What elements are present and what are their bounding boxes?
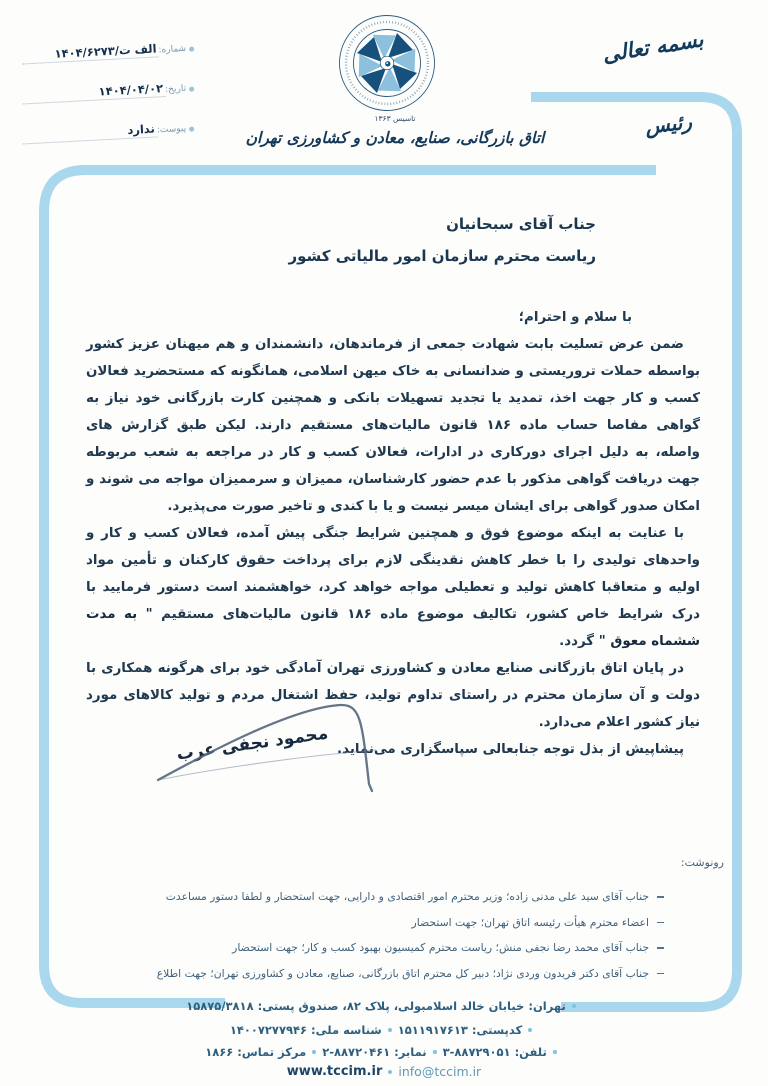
cc-list (157, 884, 664, 986)
bullet-dot-icon (312, 1050, 316, 1054)
bullet-dot-icon (433, 1050, 437, 1054)
deferral-quote: " به مدت ششماه معوق " (86, 607, 700, 649)
footer-call-center: مرکز تماس: ۱۸۶۶ (205, 1045, 307, 1059)
recipient-title: ریاست محترم سازمان امور مالیاتی کشور (288, 247, 596, 265)
cc-item (157, 935, 664, 961)
bullet-dot-icon (189, 126, 194, 131)
recipient-block (288, 208, 596, 272)
bullet-dot-icon (572, 1004, 576, 1008)
footer-web-line (0, 1064, 768, 1079)
cc-item-text: جناب آقای محمد رضا نجفی منش؛ ریاست محترم کمیسیون بهبود کسب و کار؛ جهت استحضار (232, 941, 649, 954)
footer-phone-line (0, 1045, 768, 1059)
handwritten-signature-icon (128, 688, 458, 813)
signature-block (128, 688, 458, 813)
bullet-dot-icon (388, 1028, 392, 1032)
dash-bullet-icon (657, 922, 664, 924)
attachment-field (22, 114, 195, 145)
cc-item-text: جناب آقای دکتر فریدون وردی نژاد؛ دبیر کل محترم اتاق بازرگانی، صنایع، معادن و کشاورزی تهران؛ جهت اطلاع (156, 966, 649, 980)
cc-item-text: جناب آقای سید علی مدنی زاده؛ وزیر محترم امور اقتصادی و دارایی، جهت استحضار و لطفا دستور مساعدت (165, 890, 649, 903)
besmeh-taala-calligraphy: بسمه تعالی (601, 26, 706, 67)
recipient-name: جناب آقای سبحانیان (446, 215, 596, 233)
date-label: تاریخ: (164, 83, 187, 96)
dash-bullet-icon (657, 947, 664, 949)
attachment-label: پیوست: (156, 123, 187, 136)
cc-item (157, 884, 664, 910)
footer-website: www.tccim.ir (286, 1064, 383, 1079)
chamber-name: اتاق بازرگانی، صنایع، معادن و کشاورزی تهران (245, 128, 545, 147)
ref-number-field (22, 34, 195, 65)
bullet-dot-icon (388, 1070, 392, 1074)
paragraph-4: پیشاپیش از بذل توجه جنابعالی سپاسگزاری می‌نماید. (337, 742, 684, 757)
footer-national-id: شناسه ملی: ۱۴۰۰۷۲۷۷۹۴۶ (229, 1023, 382, 1037)
footer-postal-line (0, 1023, 768, 1037)
date-value: ۱۴۰۴/۰۴/۰۲ (98, 81, 164, 99)
paragraph-1: ضمن عرض تسلیت بابت شهادت جمعی از فرماندهان، دانشمندان و هم میهنان عزیز کشور بواسطه حملات تروریستی و ضدانسانی به خاک میهن اسلامی، همانگونه که مستحضرید فعالان کسب و کار جهت اخذ، تمدید یا تجدید تسهیلات بانکی و همچنین کارت بازرگانی خود نیاز به گواهی مفاصا حساب ماده ۱۸۶ قانون مالیات‌های مستقیم دارند. لیکن طبق گزارش های واصله، به دلیل اجرای دورکاری در ادارات، فعالان کسب و کار در مراجعه به شعب مربوطه جهت دریافت گواهی مذکور با عدم حضور کارشناسان، ممیزان و سرممیزان مواجه می شوند و امکان صدور گواهی برای ایشان میسر نیست و یا با کندی و تاخیر صورت می‌پذیرد. (86, 337, 700, 514)
dotted-line (22, 78, 166, 104)
cc-item (157, 910, 664, 936)
president-calligraphy: رئیس (643, 109, 694, 139)
dash-bullet-icon (657, 973, 664, 975)
date-field (22, 74, 195, 105)
footer-address: تهران: خیابان خالد اسلامبولی، پلاک ۸۲، صندوق پستی: ۱۵۸۷۵/۳۸۱۸ (186, 999, 566, 1013)
bullet-dot-icon (553, 1050, 557, 1054)
footer-postal-code: کدپستی: ۱۵۱۱۹۱۷۶۱۳ (397, 1023, 523, 1037)
bullet-dot-icon (189, 86, 194, 91)
signer-name: محمود نجفی عرب (175, 723, 330, 765)
salutation: با سلام و احترام؛ (518, 310, 632, 325)
cc-item (157, 961, 664, 987)
paragraph-2-end: گردد. (559, 634, 599, 649)
paragraph-2-text: با عنایت به اینکه موضوع فوق و همچنین شرایط جنگی پیش آمده، فعالان کسب و کار و واحدهای تولیدی را با خطر کاهش نقدینگی لازم برای پرداخت حقوق کارکنان و تأمین مواد اولیه و متعاقبا کاهش تولید و تعطیلی مواجه خواهد کرد، خواهشمند است دستور فرمایید با درک شرایط خاص کشور، تکالیف موضوع ماده ۱۸۶ قانون مالیات‌های مستقیم (86, 526, 700, 622)
bullet-dot-icon (528, 1028, 532, 1032)
ref-number-value: ۱۴۰۴/۶۲۷۳/الف ت (54, 41, 157, 61)
footer-email: info@tccim.ir (398, 1064, 482, 1079)
footer-fax: نمابر: ۸۸۷۲۰۴۶۱-۲ (322, 1045, 427, 1059)
cc-item-text: اعضاء محترم هیأت رئیسه اتاق تهران؛ جهت استحضار (411, 915, 649, 929)
chamber-pinwheel-logo-icon (336, 12, 438, 114)
attachment-value: ندارد (126, 121, 156, 137)
dash-bullet-icon (657, 896, 664, 898)
paragraph-2 (86, 520, 700, 655)
dotted-line (22, 38, 159, 64)
paragraph-3: در پایان اتاق بازرگانی صنایع معادن و کشاورزی تهران آمادگی خود برای هرگونه همکاری با دولت و آن سازمان محترم در راستای تداوم تولید، حفظ اشتغال مردم و تولید کالاهای مورد نیاز کشور اعلام می‌دارد. (86, 661, 700, 730)
footer-address-line (0, 999, 768, 1013)
footer-phone: تلفن: ۸۸۷۲۹۰۵۱-۳ (442, 1045, 547, 1059)
ref-number-label: شماره: (158, 43, 187, 56)
bullet-dot-icon (189, 46, 194, 51)
dotted-line (22, 118, 158, 144)
established-year: تاسیس ۱۳۶۳ (374, 114, 416, 123)
cc-label: رونوشت: (680, 856, 724, 869)
